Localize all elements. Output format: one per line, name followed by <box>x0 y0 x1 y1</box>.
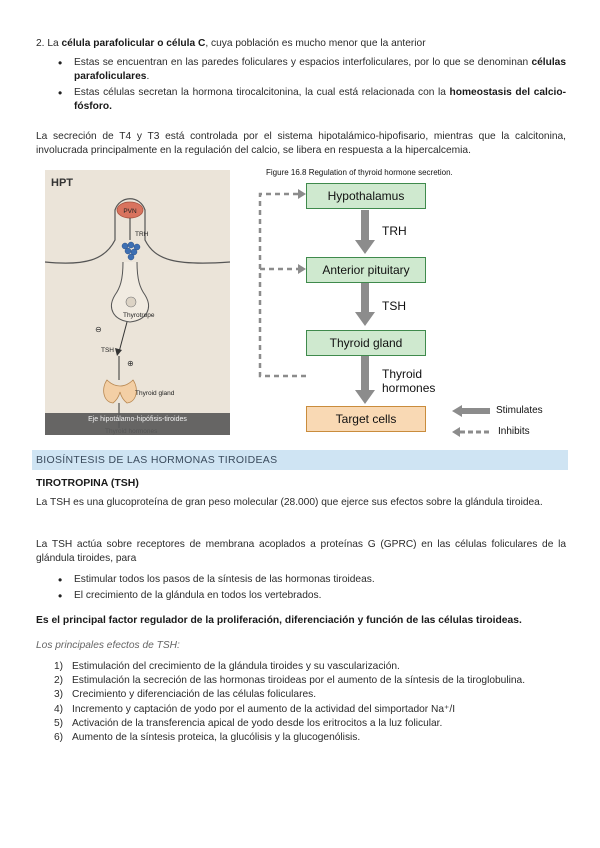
paragraph-tsh-2: La TSH actúa sobre receptores de membrana acoplados a proteínas G (GPRC) en las células foliculares de la glándula tiroides, para <box>36 539 566 564</box>
image-caption: Eje hipotálamo-hipófisis-tiroides <box>88 416 187 423</box>
legend-stimulates: Stimulates <box>496 405 543 416</box>
box-target-cells: Target cells <box>306 406 426 432</box>
section-title: BIOSÍNTESIS DE LAS HORMONAS TIROIDEAS <box>36 454 278 466</box>
label-thyroid-gland: Thyroid gland <box>135 390 175 397</box>
list-item-2 <box>36 37 566 51</box>
label-pvn: PVN <box>123 208 137 215</box>
item-text-before: La <box>47 38 62 49</box>
label-trh: TRH <box>135 231 149 238</box>
arrow-label-tsh: TSH <box>382 299 406 313</box>
section-header <box>32 450 568 470</box>
label-tsh: TSH <box>101 347 114 354</box>
item-text-after: , cuya población es mucho menor que la anterior <box>205 38 426 49</box>
highlight-statement: Es el principal factor regulador de la proliferación, diferenciación y función de las células tiroideas. <box>36 615 522 626</box>
subheading-tsh: TIROTROPINA (TSH) <box>36 477 139 489</box>
hpt-axis-image <box>45 170 230 435</box>
figure-corner-label: HPT <box>51 177 73 189</box>
effects-item: 6) Aumento de la síntesis proteica, la glucólisis y la glucogenólisis. <box>54 732 361 744</box>
arrow-label-trh: TRH <box>382 224 407 238</box>
effects-item: 5) Activación de la transferencia apical de yodo desde los eritrocitos a la luz folicular. <box>54 717 443 729</box>
arrow-label-thyroid-hormones: Thyroid hormones <box>382 367 436 395</box>
effects-item: 4) Incremento y captación de yodo por el aumento de la actividad del simportador Na⁺/I <box>54 703 456 715</box>
image-caption-bar <box>45 413 230 435</box>
bullet-item: • Estas se encuentran en las paredes foliculares y espacios interfoliculares, por lo que se denominan células parafoliculares. <box>54 56 566 84</box>
thyroid-regulation-diagram <box>258 168 568 440</box>
bullet-list-parafollicular <box>54 56 566 116</box>
item-number: 2. <box>36 38 45 49</box>
sign-minus: ⊖ <box>95 325 102 334</box>
effects-heading: Los principales efectos de TSH: <box>36 640 180 651</box>
figure-title: Figure 16.8 Regulation of thyroid hormone secretion. <box>266 168 453 177</box>
effects-item: 1) Estimulación del crecimiento de la glándula tiroides y su vascularización. <box>54 661 400 672</box>
legend-inhibits: Inhibits <box>498 426 530 437</box>
box-anterior-pituitary: Anterior pituitary <box>306 257 426 283</box>
effects-item: 2) Estimulación la secreción de las hormonas tiroideas por el aumento de la síntesis de la tiroglobulina. <box>54 675 526 687</box>
paragraph-tsh-1: La TSH es una glucoproteína de gran peso molecular (28.000) que ejerce sus efectos sobre la glándula tiroidea. <box>36 497 543 508</box>
box-hypothalamus: Hypothalamus <box>306 183 426 209</box>
hpt-illustration <box>45 170 230 435</box>
bullet-item: • Estimular todos los pasos de la síntesis de las hormonas tiroideas. <box>54 573 566 587</box>
effects-list <box>54 660 566 745</box>
item-bold-term: célula parafolicular o célula C <box>61 38 206 49</box>
paragraph-secretion: La secreción de T4 y T3 está controlada por el sistema hipotalámico-hipofisario, mientras que la calcitonina, involucrada principalmente en la regulación del calcio, se libera en respuesta a la hipercalcemia. <box>36 131 566 156</box>
bullet-list-tsh <box>54 573 566 605</box>
bullet-item: • Estas células secretan la hormona tirocalcitonina, la cual está relacionada con la homeostasis del calcio-fósforo. <box>54 86 566 114</box>
effects-item: 3) Crecimiento y diferenciación de las células foliculares. <box>54 689 317 701</box>
bullet-item: • El crecimiento de la glándula en todos los vertebrados. <box>54 589 566 603</box>
label-thyrotrope: Thyrotrope <box>123 312 155 319</box>
box-thyroid-gland: Thyroid gland <box>306 330 426 356</box>
sign-plus: ⊕ <box>127 359 134 368</box>
